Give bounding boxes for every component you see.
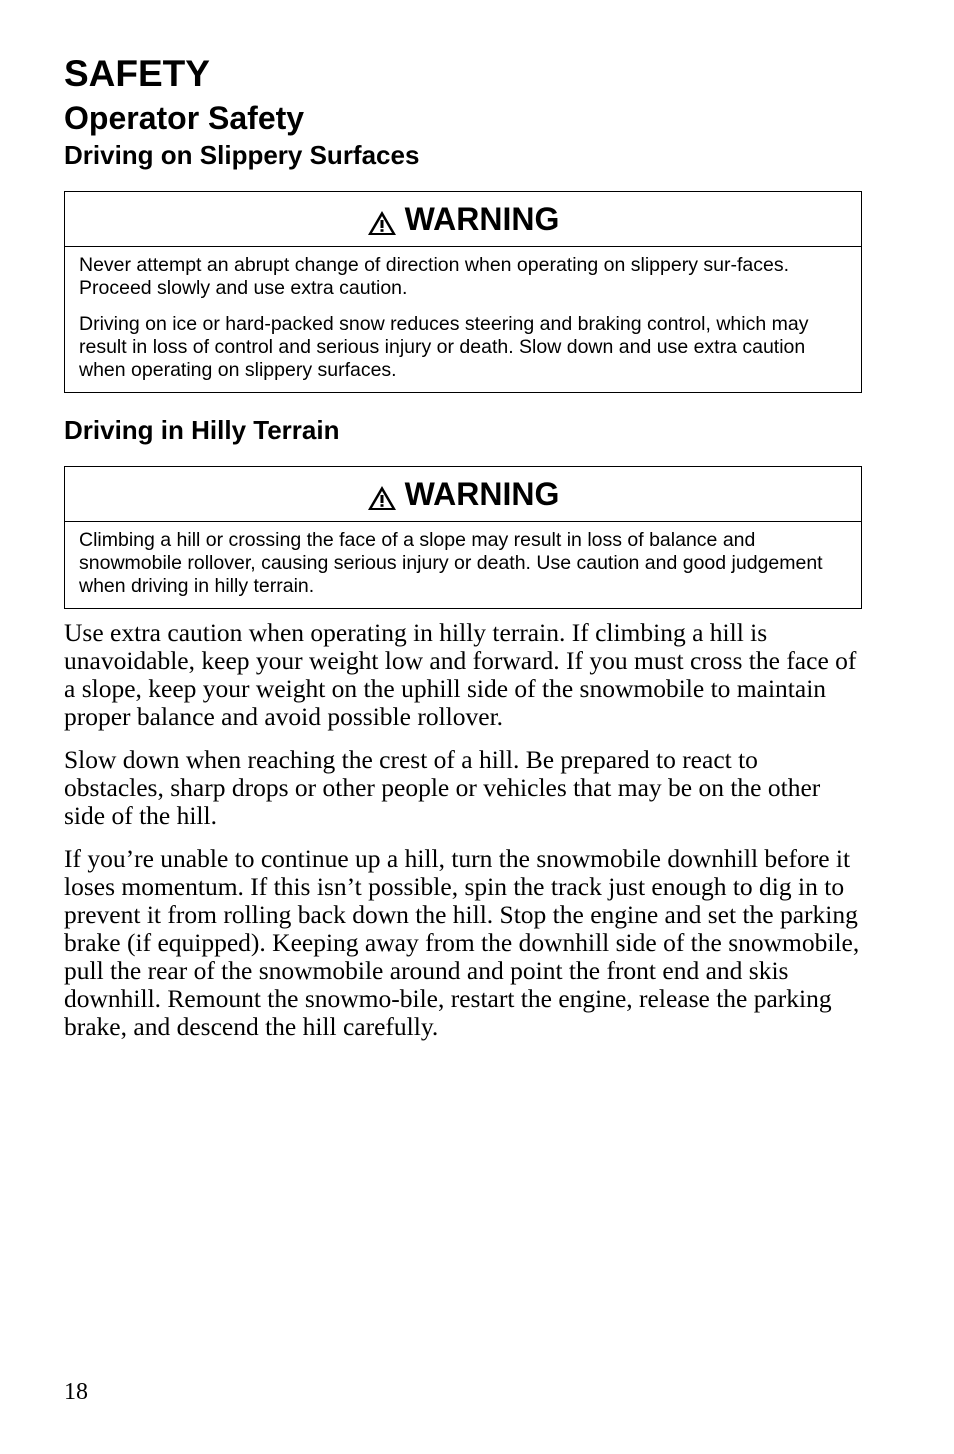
body-paragraph: If you’re unable to continue up a hill, turn the snowmobile downhill before it loses momentum. If this isn’t possible, spin the track just enough to dig in to prevent it from rolling back down the hill. Stop the engine and set the parking brake (if equipped). Keeping away from the downhill side of the snowmobile, pull the rear of the snowmobile around and point the front end and skis downhill. Remount the snowmo-bile, restart the engine, release the parking brake, and descend the hill carefully.: [64, 844, 860, 1041]
warning-label: WARNING: [404, 475, 560, 512]
warning-paragraph: Never attempt an abrupt change of direction when operating on slippery sur-faces. Proceed slowly and use extra caution.: [79, 254, 789, 299]
warning-label: WARNING: [404, 200, 560, 237]
warning-box-slippery: [64, 191, 862, 393]
body-text: [64, 619, 864, 1041]
page-number: 18: [64, 1379, 88, 1405]
warning-body: [65, 522, 861, 608]
body-paragraph: Slow down when reaching the crest of a hill. Be prepared to react to obstacles, sharp drops or other people or vehicles that may be on the other side of the hill.: [64, 745, 821, 830]
section-heading-hilly: Driving in Hilly Terrain: [64, 415, 340, 445]
warning-header: [65, 467, 861, 522]
warning-paragraph: Climbing a hill or crossing the face of a slope may result in loss of balance and snowmobile rollover, causing serious injury or death. Use caution and good judgement when driving in hilly terrain.: [79, 529, 823, 597]
page-subtitle: Operator Safety: [64, 100, 305, 136]
page-content: [64, 52, 864, 1041]
warning-triangle-icon: [367, 482, 397, 508]
section-heading-slippery: Driving on Slippery Surfaces: [64, 140, 420, 170]
warning-body: [65, 247, 861, 392]
body-paragraph: Use extra caution when operating in hilly terrain. If climbing a hill is unavoidable, keep your weight low and forward. If you must cross the face of a slope, keep your weight on the uphill side of the snowmobile to maintain proper balance and avoid possible rollover.: [64, 618, 857, 731]
page-title: SAFETY: [64, 53, 210, 94]
warning-paragraph: Driving on ice or hard-packed snow reduces steering and braking control, which may result in loss of control and serious injury or death. Slow down and use extra caution when operating on slippery surfaces.: [79, 313, 809, 381]
warning-header: [65, 192, 861, 247]
warning-box-hilly: [64, 466, 862, 609]
warning-triangle-icon: [367, 207, 397, 233]
